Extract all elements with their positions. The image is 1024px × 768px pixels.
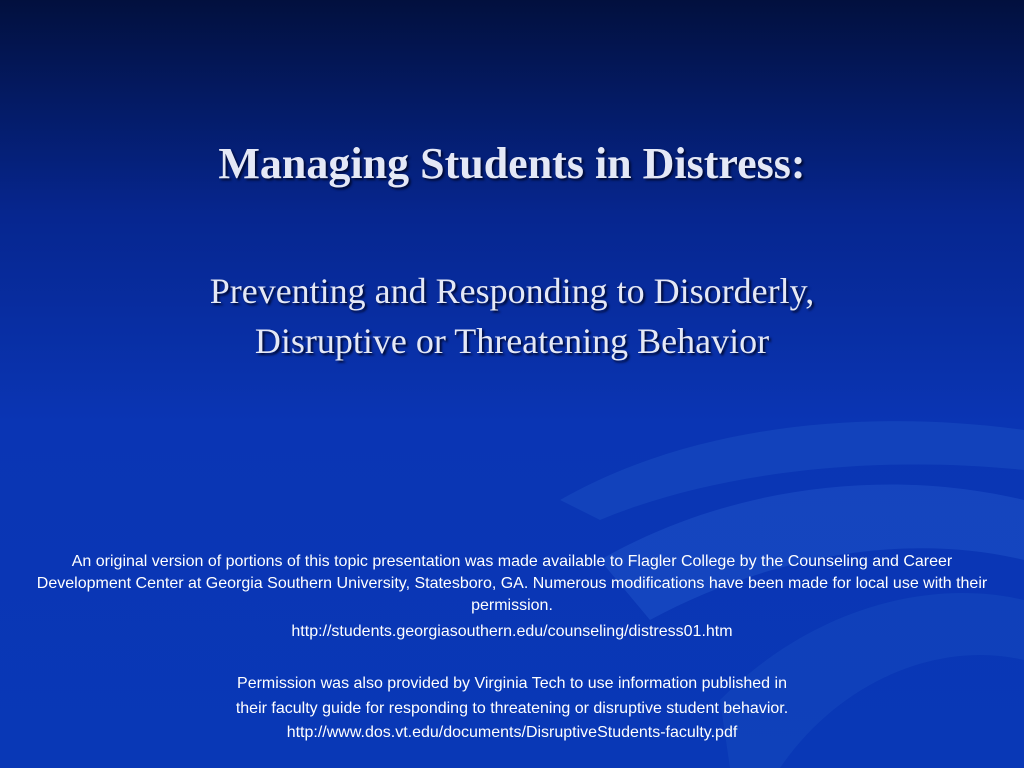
credit-virginia-tech-line-2: their faculty guide for responding to threatening or disruptive student behavior. <box>235 700 789 717</box>
swirl-band-upper <box>560 421 1024 520</box>
subtitle-line-1: Preventing and Responding to Disorderly, <box>209 271 815 311</box>
credit-url-georgia-southern: http://students.georgiasouthern.edu/counseling/distress01.htm <box>291 623 733 640</box>
credit-virginia-tech-line-1: Permission was also provided by Virginia Tech to use information published in <box>237 675 787 692</box>
credit-url-virginia-tech: http://www.dos.vt.edu/documents/DisruptiveStudents-faculty.pdf <box>286 724 738 741</box>
credit-original-text: An original version of portions of this topic presentation was made available to Flagler College by the Counseling and Career Development Center at Georgia Southern University, Statesboro, GA. Numerous modifications have been made for local use with their permission. <box>36 553 988 614</box>
slide-subtitle <box>0 266 1024 366</box>
slide-title: Managing Students in Distress: <box>218 139 806 188</box>
subtitle-line-2: Disruptive or Threatening Behavior <box>254 321 770 361</box>
